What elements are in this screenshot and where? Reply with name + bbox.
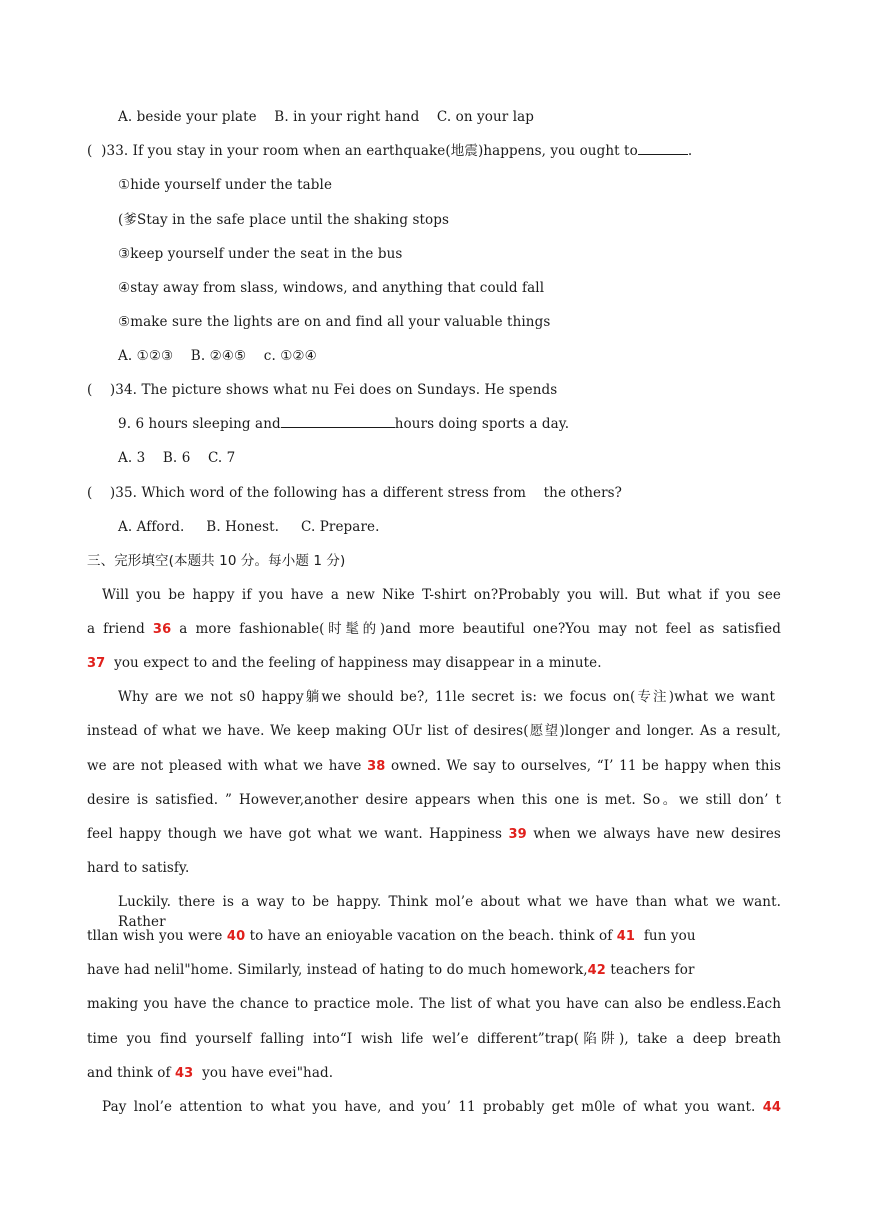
passage-p2-line3	[87, 756, 781, 777]
blank-number-38: 38	[367, 759, 386, 774]
blank-number-44: 44	[762, 1100, 781, 1115]
blank-number-39: 39	[508, 827, 527, 842]
q33-stem-end: .	[687, 143, 693, 159]
passage-p3-line3	[87, 960, 695, 981]
passage-text: you have evei"had.	[202, 1065, 334, 1081]
blank-number-43: 43	[175, 1066, 194, 1081]
q33-item-1: ①hide yourself under the table	[118, 177, 333, 193]
passage-text: Pay lnol’e attention to what you have, and you’ 11 probably get m0le of what you want.	[102, 1099, 756, 1115]
passage-text: when we always have new desires	[533, 826, 781, 842]
q34-options: A. 3 B. 6 C. 7	[118, 450, 236, 466]
passage-p3-line1: Luckily. there is a way to be happy. Think mol’e about what we have than what we want. Rather	[118, 894, 781, 930]
passage-p2-line4: desire is satisfied. ” However,another desire appears when this one is met. So。we still don’ t	[87, 792, 781, 808]
passage-p1-line3	[87, 653, 602, 674]
q34-answer-blank	[281, 414, 395, 428]
passage-text: fun you	[643, 928, 696, 944]
passage-text: a more fashionable(时髦的)and more beautiful one?You may not feel as satisfied	[179, 621, 781, 637]
q33-item-5: ⑤make sure the lights are on and find all your valuable things	[118, 314, 551, 330]
passage-p3-line6	[87, 1063, 333, 1084]
blank-number-41: 41	[616, 929, 636, 944]
passage-text: owned. We say to ourselves, “I’ 11 be happy when this	[390, 758, 781, 774]
passage-text: feel happy though we have got what we want. Happiness	[87, 826, 503, 842]
blank-number-40: 40	[226, 929, 246, 944]
passage-text: teachers for	[610, 962, 695, 978]
q33-item-4: ④stay away from slass, windows, and anything that could fall	[118, 280, 545, 296]
q34-stem-part-b: hours doing sports a day.	[394, 416, 570, 432]
q33-answer-blank	[638, 141, 688, 155]
q33-stem	[87, 141, 692, 161]
q33-stem-text: ( )33. If you stay in your room when an earthquake(地震)happens, you ought to	[87, 143, 638, 159]
passage-p2-line5	[87, 824, 781, 845]
q35-stem: ( )35. Which word of the following has a different stress from the others?	[87, 485, 623, 501]
passage-text: we are not pleased with what we have	[87, 758, 362, 774]
blank-number-36: 36	[152, 622, 172, 637]
passage-text: you expect to and the feeling of happiness may disappear in a minute.	[114, 655, 602, 671]
passage-text: have had nelil"home. Similarly, instead of hating to do much homework,	[87, 962, 588, 978]
passage-text: and think of	[87, 1065, 171, 1081]
q34-stem-line2	[118, 414, 569, 434]
passage-p1-line1: Will you be happy if you have a new Nike T-shirt on?Probably you will. But what if you see	[102, 587, 781, 603]
q33-options: A. ①②③ B. ②④⑤ c. ①②④	[118, 348, 317, 364]
q34-stem: ( )34. The picture shows what nu Fei does on Sundays. He spends	[87, 382, 558, 398]
passage-p2-line6: hard to satisfy.	[87, 860, 190, 876]
q34-stem-part-a: 9. 6 hours sleeping and	[118, 416, 281, 432]
passage-p1-line2	[87, 619, 781, 640]
section-title: 三、完形填空(本题共 10 分。每小题 1 分)	[87, 553, 346, 569]
passage-p4-line1	[102, 1097, 781, 1118]
q32-options: A. beside your plate B. in your right hand C. on your lap	[118, 109, 535, 125]
passage-p3-line4: making you have the chance to practice mole. The list of what you have can also be endless.Each	[87, 996, 781, 1012]
passage-text: a friend	[87, 621, 145, 637]
q33-item-2: (爹Stay in the safe place until the shaking stops	[118, 212, 450, 228]
passage-p2-line1: Why are we not s0 happy躺we should be?, 11le secret is: we focus on(专注)what we want	[118, 689, 775, 705]
blank-number-37: 37	[87, 656, 106, 671]
passage-text: to have an enioyable vacation on the beach. think of	[249, 928, 613, 944]
passage-text: tllan wish you were	[87, 928, 223, 944]
blank-number-42: 42	[587, 963, 606, 978]
q35-options: A. Afford. B. Honest. C. Prepare.	[118, 519, 380, 535]
passage-p3-line2	[87, 926, 696, 947]
passage-p2-line2: instead of what we have. We keep making OUr list of desires(愿望)longer and longer. As a result,	[87, 723, 781, 739]
passage-p3-line5: time you find yourself falling into“I wish life wel’e different”trap(陷阱), take a deep breath	[87, 1031, 781, 1047]
q33-item-3: ③keep yourself under the seat in the bus	[118, 246, 403, 262]
